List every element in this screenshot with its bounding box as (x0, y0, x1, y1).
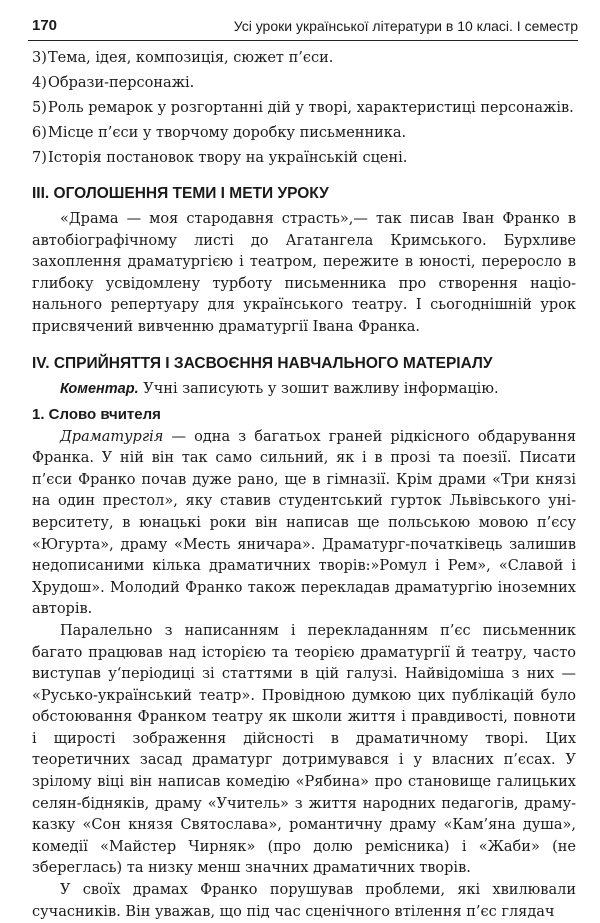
list-number: 3) (32, 50, 47, 66)
section-heading-3: ІІІ. ОГОЛОШЕННЯ ТЕМИ І МЕТИ УРОКУ (32, 185, 329, 202)
subsection-heading: 1. Слово вчителя (32, 405, 161, 423)
page-number: 170 (32, 17, 58, 34)
list-number: 4) (32, 75, 47, 91)
list-item (32, 123, 576, 144)
numbered-list (32, 48, 576, 169)
list-item (32, 98, 576, 119)
paragraph-dramaturgy-text: — одна з багатьох граней рідкісного обдарування Франка. У ній він так само сильний, як і в прозі та поезії. Писати п’єси Франко почав дуже рано, ще в гімназії. Крім драми «Три князі на один престол», яку ставив студентський гурток Львівського університету, в юнацькі роки він написав ще польською мовою п’єсу «Югурта», драму «Месть яничара». Драматург-початківець залишив недописаними кілька драматичних творів:»Ромул і Рем», «Славой і Хрудош». Молодий Франко також перекладав драматургію іноземних авторів. (32, 428, 576, 618)
comment-line (32, 379, 576, 400)
page-content (32, 48, 576, 923)
list-text: Образи-персонажі. (48, 75, 195, 91)
paragraph-problems: У своїх драмах Франко порушував проблеми, які хвилювали сучасників. Він уважав, що під час сценічного втілення п’єс глядач (32, 882, 576, 920)
list-item (32, 73, 576, 94)
term-dramaturgy: Драматургія (60, 428, 164, 445)
running-title: Усі уроки української літератури в 10 класі. І семестр (233, 18, 578, 34)
comment-label: Коментар. (60, 380, 139, 397)
list-number: 6) (32, 125, 47, 141)
list-text: Тема, ідея, композиція, сюжет п’єси. (48, 50, 334, 66)
list-number: 7) (32, 150, 47, 166)
paragraph-theory: Паралельно з написанням і перекладанням п’єс письменник багато працював над історією та теорією драматургії й театру, часто виступав у‘періодиці зі статтями в цій галузі. Найвідоміша з них — «Русько-український театр». Провідною думкою цих публікацій було обстоювання Франком театру як школи життя і правдивості, повноти і щирості зображення дійсності в драматичному творі. Цих теоретичних засад драматург дотримувався і у власних п’єсах. У зрілому віці він написав комедію «Рябина» про становище галицьких селян-бідняків, драму «Учитель» з життя народних педагогів, драму-казку «Сон князя Святослава», романтичну драму «Кам’яна душа», комедії «Майстер Чирняк» (про долю ремісника) і «Жаби» (не збереглась) та низку менш значних драматичних творів. (32, 622, 576, 877)
list-text: Історія постановок твору на українській сцені. (48, 150, 408, 166)
section-3-paragraph: «Драма — моя стародавня страсть»,— так писав Іван Франко в автобіографічному листі до Агатангела Кримського. Бурхливе захоплення драматургією і театром, пережите в юності, переросло в глибоку усвідомлену турботу письменника про створення національного репертуару для українського театру. І сьогоднішній урок присвячений вивченню драматургії Івана Франка. (32, 211, 576, 335)
list-text: Місце п’єси у творчому доробку письменника. (48, 125, 407, 141)
list-number: 5) (32, 100, 47, 116)
list-item (32, 48, 576, 69)
paragraph-dramaturgy (32, 427, 576, 621)
list-text: Роль ремарок у розгортанні дій у творі, характеристиці персонажів. (48, 100, 574, 116)
page-header (28, 14, 578, 41)
comment-text: Учні записують у зошит важливу інформацію. (138, 380, 499, 397)
section-heading-4: IV. СПРИЙНЯТТЯ І ЗАСВОЄННЯ НАВЧАЛЬНОГО МАТЕРІАЛУ (32, 354, 493, 372)
list-item (32, 148, 576, 169)
